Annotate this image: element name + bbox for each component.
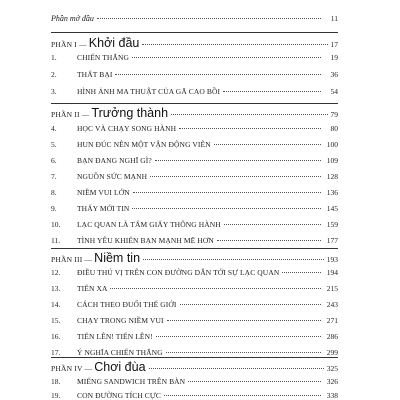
- dot-leader: [180, 304, 321, 305]
- dot-leader: [149, 368, 324, 369]
- chapter-row[interactable]: [51, 140, 338, 149]
- chapter-number: 1.: [51, 53, 57, 62]
- dot-leader: [223, 91, 321, 92]
- chapter-row[interactable]: [51, 377, 338, 386]
- dot-leader: [164, 395, 321, 396]
- chapter-page: 19: [330, 53, 338, 62]
- chapter-number: 11.: [51, 236, 61, 245]
- part-label: PHẦN II —: [51, 110, 90, 119]
- chapter-title: MIẾNG SANDWICH TRÊN BÀN: [77, 377, 186, 386]
- chapter-title: THẤY MỚI TIN: [77, 204, 130, 213]
- dot-leader: [132, 208, 321, 209]
- chapter-page: 136: [326, 188, 338, 197]
- chapter-number: 2.: [51, 70, 57, 79]
- chapter-number: 10.: [51, 220, 61, 229]
- chapter-row[interactable]: [51, 391, 338, 400]
- dot-leader: [143, 259, 324, 260]
- part-page: 325: [326, 364, 338, 373]
- chapter-title: CÁCH THEO ĐUỔI THẾ GIỚI: [77, 300, 177, 309]
- part-page: 193: [326, 255, 338, 264]
- part-name: Khởi đầu: [88, 36, 140, 50]
- chapter-title: TIẾN LÊN! TIẾN LÊN!: [77, 332, 153, 341]
- chapter-row[interactable]: [51, 70, 338, 79]
- chapter-row[interactable]: [51, 53, 338, 62]
- part-label: PHẦN IV —: [51, 364, 93, 373]
- chapter-row[interactable]: [51, 124, 338, 133]
- chapter-number: 14.: [51, 300, 61, 309]
- chapter-page: 194: [326, 268, 338, 277]
- part-name: Niềm tin: [94, 251, 141, 265]
- part-page: 17: [330, 40, 338, 49]
- dot-leader: [217, 240, 321, 241]
- chapter-number: 9.: [51, 204, 57, 213]
- chapter-row[interactable]: [51, 188, 338, 197]
- chapter-number: 3.: [51, 87, 57, 96]
- chapter-number: 18.: [51, 377, 61, 386]
- dot-leader: [167, 320, 321, 321]
- part-name: Trưởng thành: [91, 106, 169, 120]
- chapter-page: 271: [326, 316, 338, 325]
- chapter-title: NIỀM VUI LỚN: [77, 188, 130, 197]
- part-heading-3[interactable]: [51, 251, 338, 265]
- chapter-page: 109: [326, 156, 338, 165]
- dot-leader: [156, 336, 321, 337]
- intro-page: 11: [330, 14, 338, 23]
- chapter-page: 159: [326, 220, 338, 229]
- chapter-title: NGUỒN SỨC MẠNH: [77, 172, 148, 181]
- chapter-title: ĐIỀU THÚ VỊ TRÊN CON ĐƯỜNG DẪN TỚI SỰ LẠC QUAN: [77, 268, 280, 277]
- chapter-number: 4.: [51, 124, 57, 133]
- chapter-page: 299: [326, 348, 338, 357]
- dot-leader: [97, 18, 321, 19]
- chapter-row[interactable]: [51, 156, 338, 165]
- chapter-row[interactable]: [51, 268, 338, 277]
- part-label: PHẦN I —: [51, 40, 87, 49]
- part-heading-1[interactable]: [51, 36, 338, 50]
- chapter-row[interactable]: [51, 300, 338, 309]
- chapter-title: HÌNH ẢNH MA THUẬT CỦA GÃ CAO BỒI: [77, 87, 221, 96]
- dot-leader: [179, 128, 321, 129]
- chapter-row[interactable]: [51, 87, 338, 96]
- chapter-title: TIẾN XA: [77, 284, 108, 293]
- chapter-number: 19.: [51, 391, 61, 400]
- chapter-row[interactable]: [51, 220, 338, 229]
- part-page: 79: [330, 110, 338, 119]
- section-divider: [51, 357, 338, 358]
- dot-leader: [188, 381, 321, 382]
- chapter-page: 338: [326, 391, 338, 400]
- chapter-page: 286: [326, 332, 338, 341]
- chapter-title: LẠC QUAN LÀ TẤM GIẤY THÔNG HÀNH: [77, 220, 221, 229]
- part-heading-4[interactable]: [51, 360, 338, 374]
- chapter-title: BẠN ĐANG NGHĨ GÌ?: [77, 156, 152, 165]
- chapter-title: CHIẾN THẮNG: [77, 53, 129, 62]
- chapter-title: HUN ĐÚC NÊN MỘT VẬN ĐỘNG VIÊN: [77, 140, 211, 149]
- dot-leader: [115, 74, 321, 75]
- chapter-page: 145: [326, 204, 338, 213]
- chapter-number: 8.: [51, 188, 57, 197]
- dot-leader: [142, 44, 327, 45]
- chapter-title: TÌNH YÊU KHIẾN BẠN MẠNH MẼ HƠN: [77, 236, 214, 245]
- dot-leader: [110, 288, 321, 289]
- chapter-title: Ý NGHĨA CHIẾN THẮNG: [77, 348, 163, 357]
- chapter-row[interactable]: [51, 284, 338, 293]
- chapter-page: 128: [326, 172, 338, 181]
- chapter-page: 36: [330, 70, 338, 79]
- dot-leader: [171, 114, 327, 115]
- chapter-title: CON ĐƯỜNG TÍCH CỰC: [77, 391, 161, 400]
- dot-leader: [214, 144, 321, 145]
- chapter-page: 326: [326, 377, 338, 386]
- chapter-page: 243: [326, 300, 338, 309]
- dot-leader: [224, 224, 321, 225]
- section-divider: [51, 103, 338, 104]
- chapter-page: 80: [330, 124, 338, 133]
- chapter-row[interactable]: [51, 204, 338, 213]
- chapter-row[interactable]: [51, 332, 338, 341]
- chapter-row[interactable]: [51, 348, 338, 357]
- chapter-title: CHẠY TRONG NIỀM VUI: [77, 316, 164, 325]
- chapter-number: 13.: [51, 284, 61, 293]
- part-name: Chơi đùa: [94, 360, 146, 374]
- chapter-number: 16.: [51, 332, 61, 341]
- chapter-number: 12.: [51, 268, 61, 277]
- chapter-number: 15.: [51, 316, 61, 325]
- chapter-row[interactable]: [51, 236, 338, 245]
- dot-leader: [150, 176, 321, 177]
- section-divider: [51, 248, 338, 249]
- dot-leader: [133, 192, 321, 193]
- chapter-number: 6.: [51, 156, 57, 165]
- chapter-title: HỌC VÀ CHẠY SONG HÀNH: [77, 124, 177, 133]
- dot-leader: [132, 57, 321, 58]
- intro-title: Phần mở đầu: [51, 14, 94, 23]
- chapter-row[interactable]: [51, 316, 338, 325]
- section-divider: [51, 32, 338, 33]
- chapter-page: 177: [326, 236, 338, 245]
- dot-leader: [155, 160, 321, 161]
- chapter-number: 5.: [51, 140, 57, 149]
- chapter-title: THẤT BẠI: [77, 70, 113, 79]
- chapter-page: 54: [330, 87, 338, 96]
- chapter-row[interactable]: [51, 172, 338, 181]
- chapter-page: 100: [326, 140, 338, 149]
- dot-leader: [282, 272, 321, 273]
- part-label: PHẦN III —: [51, 255, 93, 264]
- chapter-page: 215: [326, 284, 338, 293]
- chapter-number: 7.: [51, 172, 57, 181]
- toc-intro-row[interactable]: [51, 14, 338, 23]
- dot-leader: [166, 352, 321, 353]
- chapter-number: 17.: [51, 348, 61, 357]
- part-heading-2[interactable]: [51, 106, 338, 120]
